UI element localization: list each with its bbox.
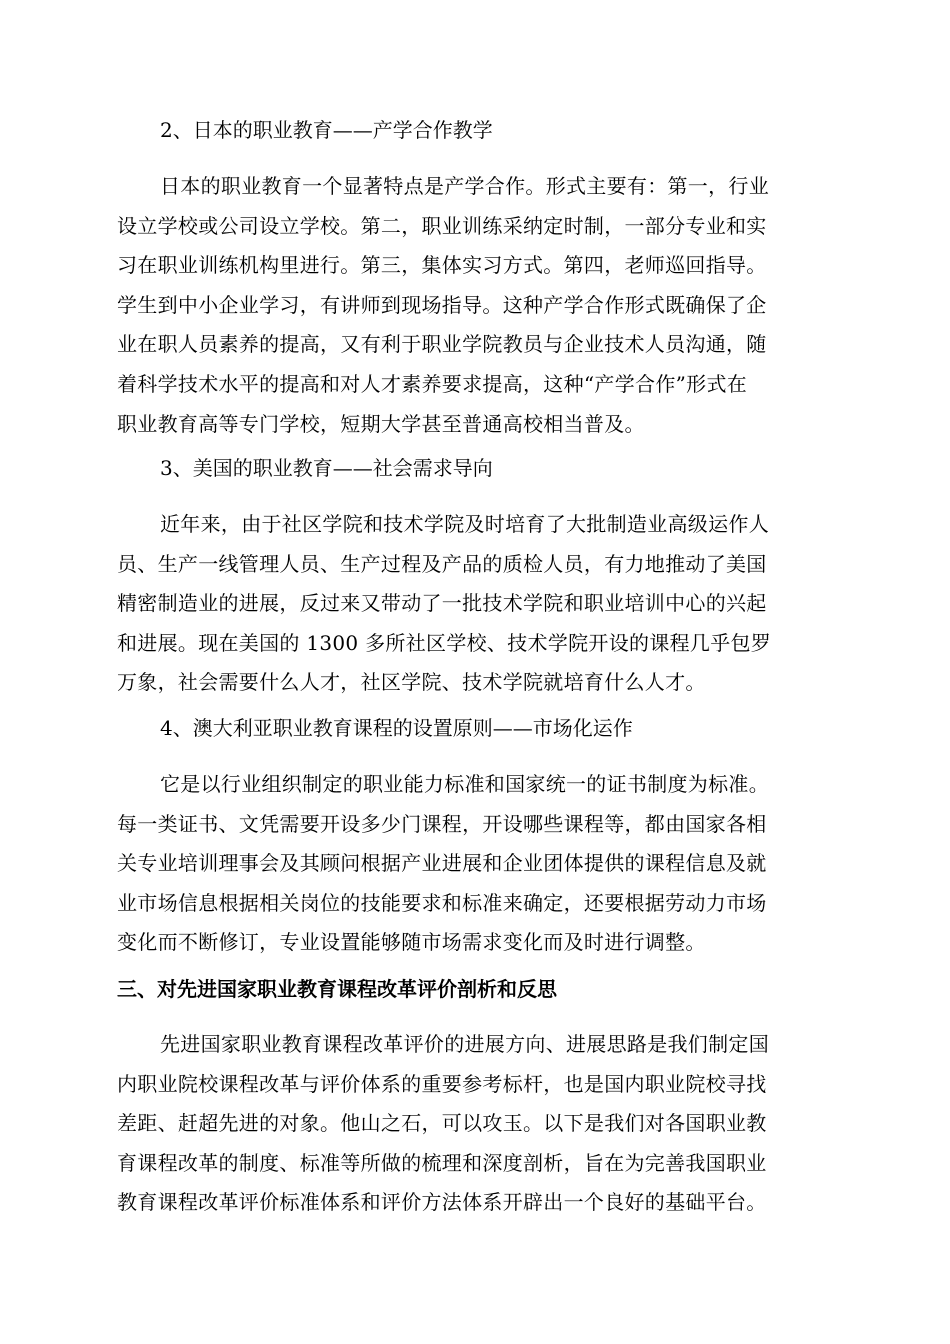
paragraph-line: 变化而不断修订，专业设置能够随市场需求变化而及时进行调整。 xyxy=(117,930,706,955)
heading-australia-vocational-education: 4、澳大利亚职业教育课程的设置原则——市场化运作 xyxy=(160,716,633,740)
paragraph-australia xyxy=(117,765,837,963)
paragraph-line: 设立学校或公司设立学校。第二，职业训练采纳定时制，一部分专业和实 xyxy=(117,213,767,238)
paragraph-line: 差距、赶超先进的对象。他山之石，可以攻玉。以下是我们对各国职业教 xyxy=(117,1111,767,1136)
paragraph-line: 员、生产一线管理人员、生产过程及产品的质检人员，有力地推动了美国 xyxy=(117,551,767,576)
paragraph-usa xyxy=(117,505,837,703)
paragraph-line: 学生到中小企业学习，有讲师到现场指导。这种产学合作形式既确保了企 xyxy=(117,292,767,317)
paragraph-japan xyxy=(117,167,837,444)
paragraph-line: 万象，社会需要什么人才，社区学院、技术学院就培育什么人才。 xyxy=(117,670,706,695)
paragraph-line: 习在职业训练机构里进行。第三，集体实习方式。第四，老师巡回指导。 xyxy=(117,253,767,278)
heading-usa-vocational-education: 3、美国的职业教育——社会需求导向 xyxy=(160,456,493,480)
paragraph-line: 关专业培训理事会及其顾问根据产业进展和企业团体提供的课程信息及就 xyxy=(117,851,767,876)
paragraph-line: 先进国家职业教育课程改革评价的进展方向、进展思路是我们制定国 xyxy=(160,1032,769,1056)
paragraph-line: 近年来，由于社区学院和技术学院及时培育了大批制造业高级运作人 xyxy=(160,512,769,536)
paragraph-line: 它是以行业组织制定的职业能力标准和国家统一的证书制度为标准。 xyxy=(160,772,769,796)
paragraph-line: 职业教育高等专门学校，短期大学甚至普通高校相当普及。 xyxy=(117,411,645,436)
paragraph-line: 着科学技术水平的提高和对人才素养要求提高，这种“产学合作”形式在 xyxy=(117,371,748,396)
paragraph-line: 内职业院校课程改革与评价体系的重要参考标杆，也是国内职业院校寻找 xyxy=(117,1071,767,1096)
paragraph-line: 和进展。现在美国的 1300 多所社区学校、技术学院开设的课程几乎包罗 xyxy=(117,630,772,655)
paragraph-line: 精密制造业的进展，反过来又带动了一批技术学院和职业培训中心的兴起 xyxy=(117,591,767,616)
section-heading-reform-evaluation: 三、对先进国家职业教育课程改革评价剖析和反思 xyxy=(117,977,557,1001)
paragraph-line: 教育课程改革评价标准体系和评价方法体系开辟出一个良好的基础平台。 xyxy=(117,1190,767,1215)
paragraph-line: 每一类证书、文凭需要开设多少门课程，开设哪些课程等，都由国家各相 xyxy=(117,811,767,836)
paragraph-line: 业市场信息根据相关岗位的技能要求和标准来确定，还要根据劳动力市场 xyxy=(117,890,767,915)
heading-japan-vocational-education: 2、日本的职业教育——产学合作教学 xyxy=(160,118,493,142)
paragraph-line: 育课程改革的制度、标准等所做的梳理和深度剖析，旨在为完善我国职业 xyxy=(117,1150,767,1175)
paragraph-line: 日本的职业教育一个显著特点是产学合作。形式主要有：第一，行业 xyxy=(160,174,769,198)
paragraph-section3 xyxy=(117,1025,837,1223)
paragraph-line: 业在职人员素养的提高，又有利于职业学院教员与企业技术人员沟通，随 xyxy=(117,332,767,357)
